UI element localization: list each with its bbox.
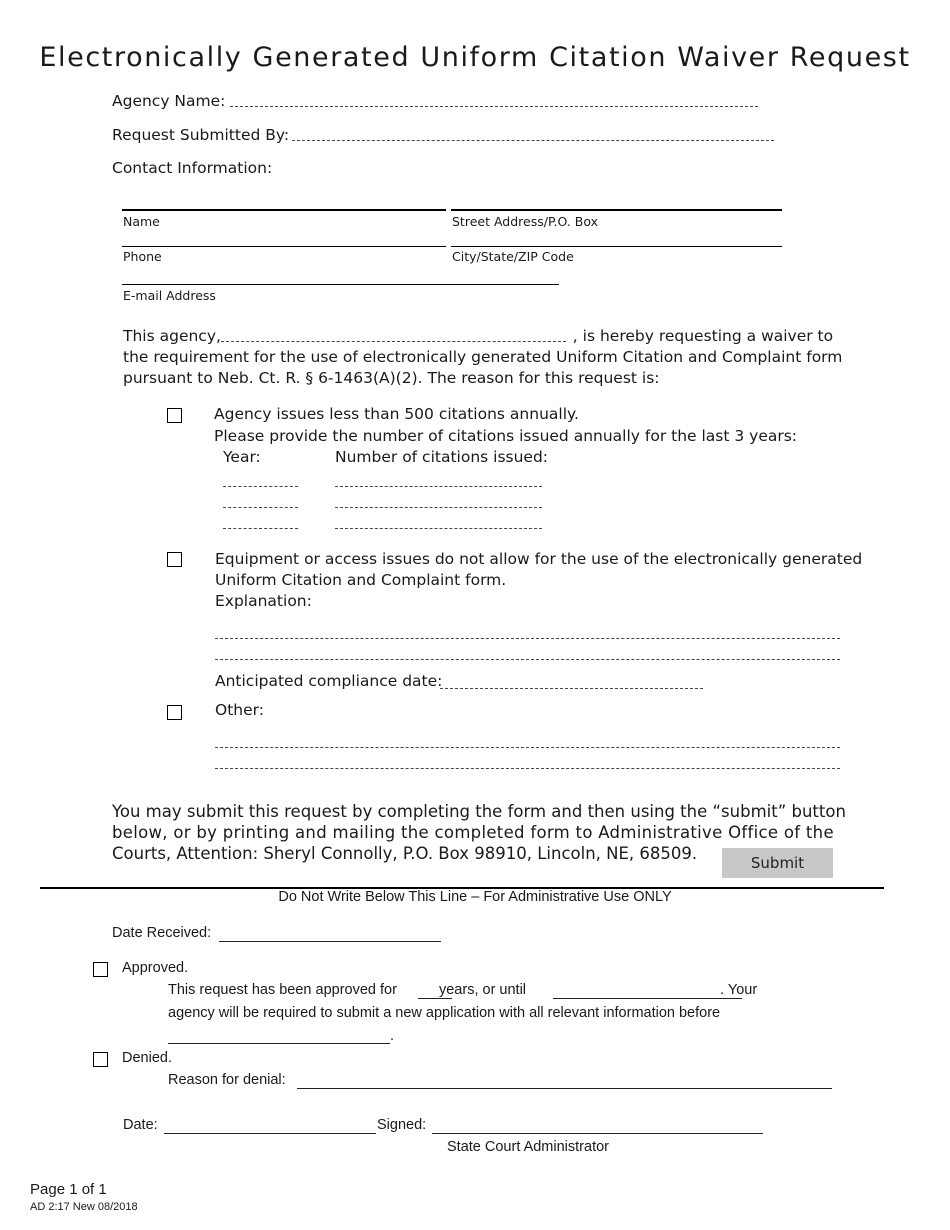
- intro-line-1: [123, 326, 833, 347]
- compliance-date-label: Anticipated compliance date:: [215, 672, 443, 690]
- other-label: Other:: [215, 701, 264, 719]
- email-field-line[interactable]: [122, 284, 559, 285]
- denied-label: Denied.: [122, 1050, 172, 1066]
- denial-reason-field[interactable]: [297, 1088, 832, 1089]
- denial-reason-label: Reason for denial:: [168, 1072, 286, 1088]
- count-field-2[interactable]: [335, 507, 542, 508]
- signer-title: State Court Administrator: [447, 1139, 609, 1155]
- street-field-line[interactable]: [451, 209, 782, 211]
- intro-suffix: , is hereby requesting a waiver to: [572, 327, 834, 345]
- signed-field[interactable]: [432, 1133, 763, 1134]
- phone-field-line[interactable]: [122, 246, 446, 247]
- city-field-line[interactable]: [451, 246, 782, 247]
- year-header: Year:: [223, 448, 261, 466]
- option-equipment-checkbox[interactable]: [167, 552, 182, 567]
- count-field-1[interactable]: [335, 486, 542, 487]
- compliance-date-field[interactable]: [440, 688, 703, 689]
- approved-until-field[interactable]: [553, 998, 742, 999]
- approved-text-3-end: .: [390, 1028, 395, 1044]
- intro-line-2: the requirement for the use of electronically generated Uniform Citation and Complaint form: [123, 348, 843, 366]
- page-number: Page 1 of 1: [30, 1181, 107, 1198]
- denied-checkbox[interactable]: [93, 1052, 108, 1067]
- instructions-line-3: Courts, Attention: Sheryl Connolly, P.O. Box 98910, Lincoln, NE, 68509.: [112, 844, 698, 863]
- approved-text-1b: years, or until: [438, 982, 527, 998]
- approved-years-field[interactable]: [418, 998, 452, 999]
- city-label: City/State/ZIP Code: [452, 249, 574, 264]
- count-header: Number of citations issued:: [335, 448, 549, 466]
- instructions-line-2: below, or by printing and mailing the completed form to Administrative Office of the: [112, 823, 834, 842]
- request-submitted-label: Request Submitted By:: [112, 126, 290, 144]
- approved-label: Approved.: [122, 960, 189, 976]
- option-low-volume-checkbox[interactable]: [167, 408, 182, 423]
- year-field-3[interactable]: [223, 528, 298, 529]
- admin-divider-text: Do Not Write Below This Line – For Administrative Use ONLY: [278, 889, 672, 905]
- agency-inline-field[interactable]: [221, 341, 566, 342]
- request-submitted-field[interactable]: [292, 140, 774, 141]
- count-field-3[interactable]: [335, 528, 542, 529]
- option1-line2: Please provide the number of citations issued annually for the last 3 years:: [214, 427, 798, 445]
- date-received-label: Date Received:: [112, 925, 212, 941]
- year-field-1[interactable]: [223, 486, 298, 487]
- approved-text-1a: This request has been approved for: [168, 982, 397, 998]
- name-label: Name: [123, 214, 160, 229]
- other-field-2[interactable]: [215, 768, 840, 769]
- explanation-field-2[interactable]: [215, 659, 840, 660]
- intro-prefix: This agency,: [123, 327, 221, 345]
- other-field-1[interactable]: [215, 747, 840, 748]
- agency-name-row: [112, 92, 225, 110]
- phone-label: Phone: [123, 249, 162, 264]
- year-field-2[interactable]: [223, 507, 298, 508]
- date-received-field[interactable]: [219, 941, 441, 942]
- option1-line1: Agency issues less than 500 citations annually.: [214, 405, 579, 423]
- email-label: E-mail Address: [123, 288, 216, 303]
- date-label: Date:: [123, 1117, 158, 1133]
- form-code: AD 2:17 New 08/2018: [30, 1201, 138, 1213]
- contact-info-label: Contact Information:: [112, 159, 273, 177]
- agency-name-field[interactable]: [230, 106, 758, 107]
- approved-text-1c: . Your: [720, 982, 758, 998]
- agency-name-label: Agency Name:: [112, 92, 226, 110]
- explanation-label: Explanation:: [215, 592, 312, 610]
- date-field[interactable]: [164, 1133, 376, 1134]
- signed-label: Signed:: [377, 1117, 427, 1133]
- option2-line1: Equipment or access issues do not allow for the use of the electronically generated: [215, 550, 863, 568]
- submit-button[interactable]: Submit: [722, 848, 833, 878]
- name-field-line[interactable]: [122, 209, 446, 211]
- option-other-checkbox[interactable]: [167, 705, 182, 720]
- instructions-line-1: You may submit this request by completing the form and then using the “submit” button: [112, 802, 846, 821]
- approved-text-2: agency will be required to submit a new application with all relevant information before: [168, 1005, 721, 1021]
- street-label: Street Address/P.O. Box: [452, 214, 599, 229]
- approved-before-field[interactable]: [168, 1043, 390, 1044]
- intro-line-3: pursuant to Neb. Ct. R. § 6-1463(A)(2). The reason for this request is:: [123, 369, 660, 387]
- explanation-field-1[interactable]: [215, 638, 840, 639]
- option2-line2: Uniform Citation and Complaint form.: [215, 571, 507, 589]
- page-title: Electronically Generated Uniform Citation Waiver Request: [39, 42, 911, 73]
- approved-text-1: [168, 982, 757, 998]
- approved-checkbox[interactable]: [93, 962, 108, 977]
